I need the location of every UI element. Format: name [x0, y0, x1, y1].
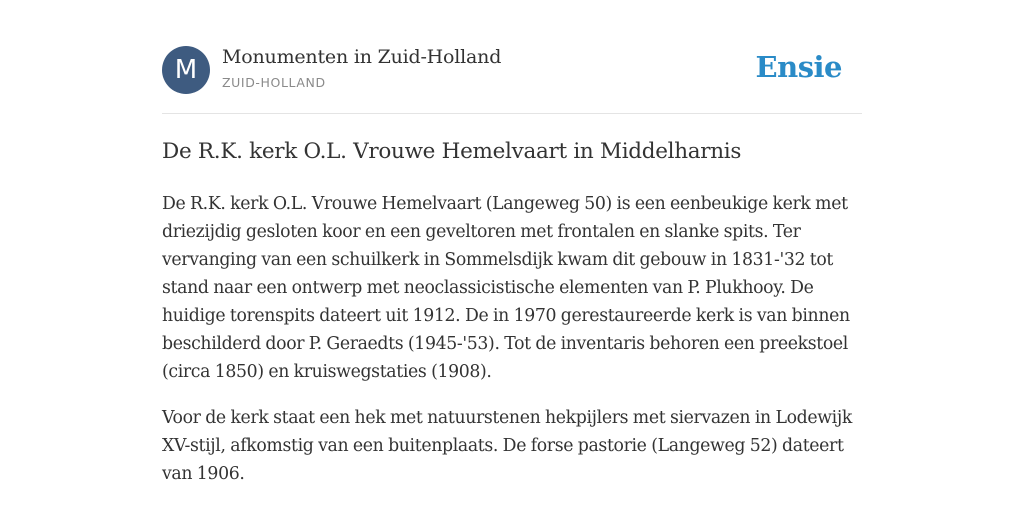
entry-card — [162, 0, 862, 484]
brand-logo[interactable]: Ensie — [755, 50, 842, 84]
source-avatar[interactable]: M — [162, 46, 210, 94]
article-body — [162, 190, 862, 506]
article-paragraph: De R.K. kerk O.L. Vrouwe Hemelvaart (Langeweg 50) is een eenbeukige kerk met driezijdig gesloten koor en een geveltoren met frontalen en slanke spits. Ter vervanging van een schuilkerk in Sommelsdijk kwam dit gebouw in 1831-'32 tot stand naar een ontwerp met neoclassicistische elementen van P. Plukhooy. De huidige torenspits dateert uit 1912. De in 1970 gerestaureerde kerk is van binnen beschilderd door P. Geraedts (1945-'53). Tot de inventaris behoren een preekstoel (circa 1850) en kruiswegstaties (1908). — [162, 194, 850, 382]
article-paragraph: Voor de kerk staat een hek met natuurstenen hekpijlers met siervazen in Lodewijk XV-stijl, afkomstig van een buitenplaats. De forse pastorie (Langeweg 52) dateert van 1906. — [162, 408, 852, 484]
article-title: De R.K. kerk O.L. Vrouwe Hemelvaart in Middelharnis — [162, 139, 742, 164]
source-name[interactable]: Monumenten in Zuid-Holland — [222, 46, 502, 68]
entry-header — [162, 0, 862, 114]
source-subtitle: ZUID-HOLLAND — [222, 75, 326, 90]
